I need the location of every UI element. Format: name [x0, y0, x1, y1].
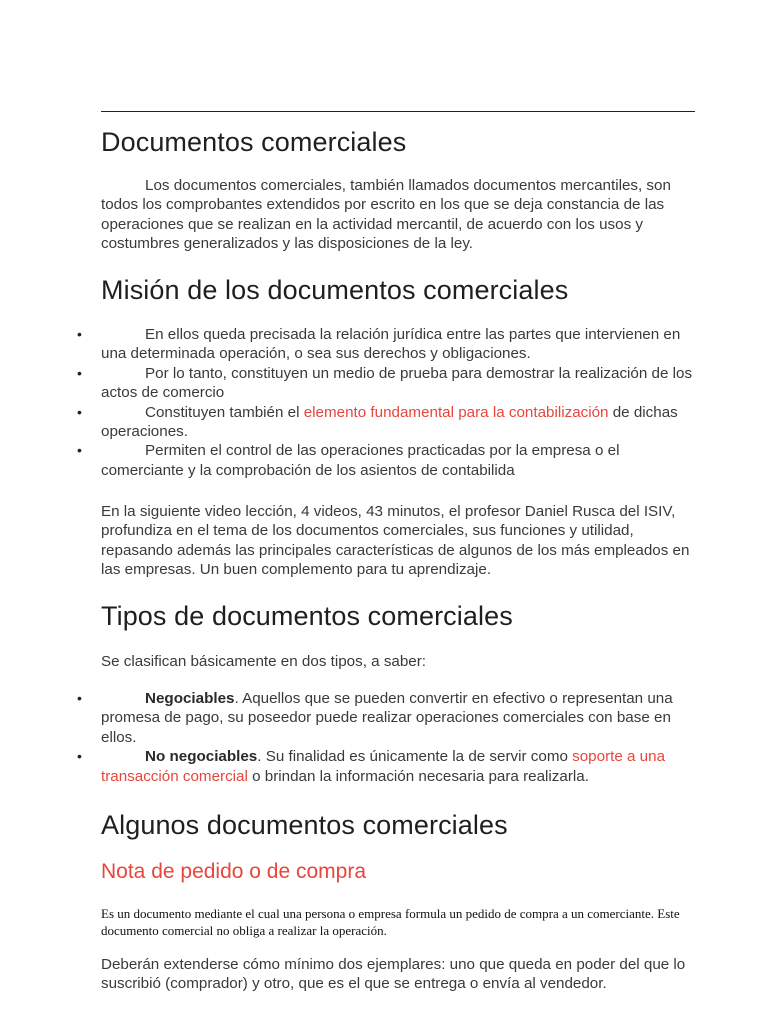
heading-mision: Misión de los documentos comerciales: [101, 275, 569, 305]
list-item-text: de dichas operaciones.: [101, 403, 678, 441]
list-item-text: . Su finalidad es únicamente la de servir como: [257, 748, 573, 766]
mision-list: [77, 325, 695, 480]
list-item: [77, 325, 695, 364]
list-item: [77, 747, 695, 786]
list-item-text: En ellos queda precisada la relación jurídica entre las partes que intervienen en una determinada operación, o sea sus derechos y obligaciones.: [101, 326, 681, 363]
heading-tipos: Tipos de documentos comerciales: [101, 601, 513, 631]
heading-documentos-comerciales: Documentos comerciales: [101, 127, 407, 157]
list-item-text: Permiten el control de las operaciones practicadas por la empresa o el comerciante y la comprobación de los asientos de contabilida: [101, 442, 620, 479]
horizontal-rule: [101, 111, 695, 112]
heading-algunos: Algunos documentos comerciales: [101, 810, 508, 840]
bullet-icon: •: [77, 690, 82, 706]
bullet-icon: •: [77, 364, 82, 381]
tipos-list: [77, 689, 695, 786]
intro-paragraph: Los documentos comerciales, también llamados documentos mercantiles, son todos los comprobantes extendidos por escrito en los que se deja constancia de las operaciones que se realizan en la actividad mercantil, de acuerdo con los usos y costumbres generalizados y las disposiciones de la ley.: [101, 177, 671, 253]
ejemplares-paragraph: Deberán extenderse cómo mínimo dos ejemplares: uno que queda en poder del que lo suscribió (comprador) y otro, que es el que se entrega o envía al vendedor.: [101, 956, 686, 993]
bullet-icon: •: [77, 748, 82, 765]
bullet-icon: •: [77, 442, 82, 459]
list-item-text: Constituyen también el: [145, 403, 304, 421]
list-item: [77, 441, 695, 480]
link-soporte-transaccion[interactable]: soporte a una transacción comercial: [101, 748, 666, 785]
bullet-icon: •: [77, 403, 82, 420]
link-elemento-fundamental[interactable]: elemento fundamental para la contabilización: [303, 403, 609, 421]
subheading-nota-de-pedido: Nota de pedido o de compra: [101, 860, 367, 883]
list-item: [77, 689, 695, 747]
list-item: [77, 364, 695, 403]
video-lesson-paragraph: En la siguiente video lección, 4 videos, 43 minutos, el profesor Daniel Rusca del ISIV, profundiza en el tema de los documentos comerciales, sus funciones y utilidad, repasando además las principales características de algunos de los más empleados en las empresas. Un buen complemento para tu aprendizaje.: [101, 503, 690, 579]
list-item-text: o brindan la información necesaria para realizarla.: [247, 767, 589, 785]
tipos-intro: Se clasifican básicamente en dos tipos, a saber:: [101, 653, 427, 670]
bullet-icon: •: [77, 326, 82, 342]
list-item: [77, 403, 695, 442]
term-negociables: Negociables: [145, 690, 235, 707]
term-no-negociables: No negociables: [145, 748, 258, 766]
list-item-text: . Aquellos que se pueden convertir en efectivo o representan una promesa de pago, su poseedor puede realizar operaciones comerciales con base en ellos.: [101, 690, 673, 746]
list-item-text: Por lo tanto, constituyen un medio de prueba para demostrar la realización de los actos de comercio: [101, 364, 693, 402]
nota-pedido-definition: Es un documento mediante el cual una persona o empresa formula un pedido de compra a un comerciante. Este documento comercial no obliga a realizar la operación.: [101, 906, 680, 938]
